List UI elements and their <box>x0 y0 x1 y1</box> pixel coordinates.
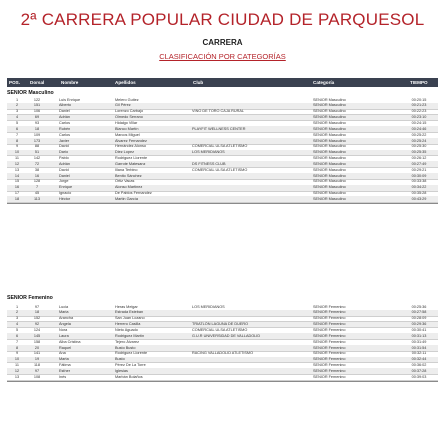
apellidos-cell: Álvarez Fernandez <box>115 138 147 143</box>
pos-cell: 16 <box>14 185 20 190</box>
header-nombre: Nombre <box>61 79 79 85</box>
page-title: 2ª CARRERA POPULAR CIUDAD DE PARQUESOL <box>20 10 425 29</box>
pos-cell: 10 <box>14 357 20 362</box>
dorsal-cell: 97 <box>34 368 40 373</box>
apellidos-cell: Diez Lopez <box>115 150 134 155</box>
table-header <box>7 78 438 87</box>
header-pos: POS. <box>9 79 20 85</box>
categoria-cell: SENIOR Femenino <box>313 316 346 321</box>
apellidos-cell: Benito Sánchez <box>115 173 142 178</box>
pos-cell: 4 <box>15 322 19 327</box>
dorsal-cell: 141 <box>33 351 41 356</box>
categoria-cell: SENIOR Masculino <box>313 115 346 120</box>
nombre-cell: Jorge <box>59 179 69 184</box>
dorsal-cell: 151 <box>33 103 41 108</box>
apellidos-cell: Martin García <box>115 197 138 202</box>
tiempo-cell: 00:24:46 <box>411 126 427 131</box>
apellidos-cell: Pérez De La Torre <box>115 363 146 368</box>
nombre-cell: Alberto <box>59 103 72 108</box>
dorsal-cell: 118 <box>33 363 41 368</box>
club-cell: VINO DE TORO CAJA RURAL <box>192 109 244 114</box>
tiempo-cell: 00:32:44 <box>411 357 427 362</box>
apellidos-cell: Illana Terbino <box>115 167 138 172</box>
tiempo-cell: 00:31:54 <box>411 345 427 350</box>
header-tiempo: TIEMPO <box>410 79 428 85</box>
apellidos-cell: Iglesias <box>115 368 128 373</box>
pos-cell: 5 <box>15 120 19 125</box>
categoria-cell: SENIOR Masculino <box>313 156 346 161</box>
pos-cell: 12 <box>14 161 20 166</box>
club-cell: RACING VALLADOLID ATLETISMO <box>192 351 254 356</box>
apellidos-cell: Blanco Martín <box>115 126 139 131</box>
section-divider <box>7 203 438 204</box>
categoria-cell: SENIOR Femenino <box>313 333 346 338</box>
categoria-cell: SENIOR Femenino <box>313 322 346 327</box>
club-cell: COMERCIAL ULSA ATLETISMO <box>192 327 248 332</box>
dorsal-cell: 38 <box>34 167 40 172</box>
club-cell: LOS MERIDIANOS <box>192 304 225 309</box>
classification-link[interactable]: CLASIFICACIÓN POR CATEGORÍAS <box>159 52 286 61</box>
categoria-cell: SENIOR Masculino <box>313 132 346 137</box>
nombre-cell: David <box>59 144 69 149</box>
apellidos-cell: Garrote Matesanz <box>115 161 146 166</box>
categoria-cell: SENIOR Femenino <box>313 339 346 344</box>
pos-cell: 9 <box>15 351 19 356</box>
nombre-cell: Alba Cristina <box>59 339 81 344</box>
nombre-cell: Carlos <box>59 132 70 137</box>
tiempo-cell: 00:29:36 <box>411 322 427 327</box>
categoria-cell: SENIOR Masculino <box>313 161 346 166</box>
header-club: Club <box>193 79 204 85</box>
nombre-cell: Dario <box>59 150 69 155</box>
tiempo-cell: 00:29:21 <box>411 167 427 172</box>
nombre-cell: Fátima <box>59 363 71 368</box>
dorsal-cell: 173 <box>33 138 41 143</box>
header-categoria: Categoría <box>313 79 335 85</box>
dorsal-cell: 69 <box>34 115 40 120</box>
tiempo-cell: 00:26:12 <box>411 156 427 161</box>
dorsal-cell: 128 <box>33 179 41 184</box>
nombre-cell: Ángela <box>59 322 71 327</box>
categoria-cell: SENIOR Masculino <box>313 138 346 143</box>
pos-cell: 1 <box>15 304 19 309</box>
dorsal-cell: 18 <box>34 126 40 131</box>
tiempo-cell: 00:24:15 <box>411 120 427 125</box>
race-subtitle: CARRERA <box>202 38 243 47</box>
nombre-cell: Nora <box>59 327 68 332</box>
tiempo-cell: 00:33:38 <box>411 179 427 184</box>
pos-cell: 7 <box>15 339 19 344</box>
nombre-cell: Maria <box>59 310 69 315</box>
pos-cell: 14 <box>14 173 20 178</box>
apellidos-cell: Melero Gutiez <box>115 97 139 102</box>
apellidos-cell: Busto Busto <box>115 345 136 350</box>
dorsal-cell: 122 <box>33 97 41 102</box>
dorsal-cell: 88 <box>34 144 40 149</box>
apellidos-cell: Olmedo Serrano <box>115 115 143 120</box>
pos-cell: 2 <box>15 310 19 315</box>
dorsal-cell: 142 <box>33 156 41 161</box>
tiempo-cell: 00:32:11 <box>411 351 427 356</box>
apellidos-cell: Rodriguez Martín <box>115 333 145 338</box>
tiempo-cell: 00:27:58 <box>411 310 427 315</box>
dorsal-cell: 92 <box>34 322 40 327</box>
nombre-cell: Carlos <box>59 120 70 125</box>
dorsal-cell: 113 <box>33 197 41 202</box>
categoria-cell: SENIOR Femenino <box>313 351 346 356</box>
apellidos-cell: Ortiz Vacas <box>115 179 135 184</box>
apellidos-cell: Gil Pérez <box>115 103 131 108</box>
apellidos-cell: De Pablos Fernandez <box>115 191 152 196</box>
tiempo-cell: 00:28:09 <box>411 316 427 321</box>
pos-cell: 13 <box>14 167 20 172</box>
apellidos-cell: Rodriguez Llorente <box>115 156 148 161</box>
categoria-cell: SENIOR Masculino <box>313 144 346 149</box>
categoria-cell: SENIOR Femenino <box>313 310 346 315</box>
pos-cell: 11 <box>15 363 19 368</box>
dorsal-cell: 106 <box>33 109 41 114</box>
categoria-cell: SENIOR Masculino <box>313 197 346 202</box>
nombre-cell: Javier <box>59 138 70 143</box>
tiempo-cell: 00:25:22 <box>411 132 427 137</box>
pos-cell: 5 <box>15 327 19 332</box>
apellidos-cell: San Juan Lozano <box>115 316 145 321</box>
pos-cell: 8 <box>15 345 19 350</box>
header-dorsal: Dorsal <box>30 79 45 85</box>
nombre-cell: David <box>59 167 69 172</box>
nombre-cell: Inés <box>59 374 67 379</box>
apellidos-cell: Herrero Casilla <box>115 322 141 327</box>
pos-cell: 17 <box>14 191 20 196</box>
categoria-cell: SENIOR Masculino <box>313 103 346 108</box>
tiempo-cell: 00:39:03 <box>411 374 427 379</box>
pos-cell: 18 <box>14 197 20 202</box>
pos-cell: 3 <box>15 109 19 114</box>
apellidos-cell: Marbán Bolaños <box>115 374 143 379</box>
nombre-cell: Adrián <box>59 115 70 120</box>
tiempo-cell: 00:31:49 <box>411 339 427 344</box>
categoria-cell: SENIOR Masculino <box>313 185 346 190</box>
nombre-cell: Arancha <box>59 316 74 321</box>
dorsal-cell: 51 <box>34 150 40 155</box>
pos-cell: 11 <box>15 156 19 161</box>
categoria-cell: SENIOR Femenino <box>313 304 346 309</box>
dorsal-cell: 19 <box>34 357 40 362</box>
apellidos-cell: Rodriguez Llorente <box>115 351 148 356</box>
pos-cell: 13 <box>14 374 20 379</box>
pos-cell: 6 <box>15 333 19 338</box>
club-cell: DS FITNESS CLUB <box>192 161 226 166</box>
categoria-cell: SENIOR Masculino <box>313 150 346 155</box>
categoria-cell: SENIOR Femenino <box>313 368 346 373</box>
categoria-cell: SENIOR Femenino <box>313 357 346 362</box>
dorsal-cell: 93 <box>34 120 40 125</box>
dorsal-cell: 45 <box>34 191 40 196</box>
section-label: SENIOR Masculino <box>7 90 54 96</box>
dorsal-cell: 109 <box>33 132 41 137</box>
club-cell: TRIATLÓN LAGUNA DE DUERO <box>192 322 249 327</box>
club-cell: PLAYFIT WELLNESS CENTER <box>192 126 246 131</box>
categoria-cell: SENIOR Masculino <box>313 120 346 125</box>
pos-cell: 9 <box>15 144 19 149</box>
categoria-cell: SENIOR Masculino <box>313 191 346 196</box>
apellidos-cell: Tejero Álvarez <box>115 339 140 344</box>
apellidos-cell: Alonso Martinez <box>115 185 143 190</box>
dorsal-cell: 158 <box>33 339 41 344</box>
nombre-cell: Adrián <box>59 161 70 166</box>
nombre-cell: Daniel <box>59 173 70 178</box>
dorsal-cell: 145 <box>33 333 41 338</box>
pos-cell: 7 <box>15 132 19 137</box>
apellidos-cell: Estrada Esteban <box>115 310 144 315</box>
dorsal-cell: 108 <box>33 374 41 379</box>
tiempo-cell: 00:25:35 <box>411 150 427 155</box>
tiempo-cell: 00:30:09 <box>411 173 427 178</box>
pos-cell: 6 <box>15 126 19 131</box>
tiempo-cell: 00:22:23 <box>411 109 427 114</box>
table-row <box>7 196 438 203</box>
pos-cell: 8 <box>15 138 19 143</box>
nombre-cell: Rubén <box>59 126 71 131</box>
nombre-cell: Marta <box>59 357 69 362</box>
nombre-cell: Pablo <box>59 156 69 161</box>
tiempo-cell: 00:34:22 <box>411 185 427 190</box>
tiempo-cell: 00:30:41 <box>411 327 427 332</box>
club-cell: COMERCIAL ULSA ATLETISMO <box>192 167 248 172</box>
apellidos-cell: Busto <box>115 357 125 362</box>
dorsal-cell: 124 <box>33 327 41 332</box>
nombre-cell: Enrique <box>59 185 73 190</box>
categoria-cell: SENIOR Femenino <box>313 327 346 332</box>
categoria-cell: SENIOR Masculino <box>313 126 346 131</box>
apellidos-cell: Hernández Alonso <box>115 144 147 149</box>
dorsal-cell: 20 <box>34 345 40 350</box>
nombre-cell: Luis Enrique <box>59 97 81 102</box>
apellidos-cell: Marcos Miguel <box>115 132 140 137</box>
nombre-cell: Raquel <box>59 345 72 350</box>
dorsal-cell: 97 <box>34 304 40 309</box>
categoria-cell: SENIOR Femenino <box>313 363 346 368</box>
nombre-cell: Héctor <box>59 197 71 202</box>
categoria-cell: SENIOR Masculino <box>313 167 346 172</box>
header-apellidos: Apellidos <box>115 79 136 85</box>
pos-cell: 3 <box>15 316 19 321</box>
nombre-cell: Laura <box>59 333 69 338</box>
apellidos-cell: Heras Melgar <box>115 304 138 309</box>
tiempo-cell: 00:25:30 <box>411 144 427 149</box>
categoria-cell: SENIOR Masculino <box>313 173 346 178</box>
dorsal-cell: 16 <box>34 173 40 178</box>
tiempo-cell: 00:35:28 <box>411 191 427 196</box>
categoria-cell: SENIOR Masculino <box>313 97 346 102</box>
tiempo-cell: 00:25:24 <box>411 138 427 143</box>
pos-cell: 12 <box>14 368 20 373</box>
table-row <box>7 374 438 381</box>
categoria-cell: SENIOR Masculino <box>313 109 346 114</box>
tiempo-cell: 00:37:28 <box>411 368 427 373</box>
tiempo-cell: 00:31:13 <box>411 333 427 338</box>
club-cell: LOS MERIDIANOS <box>192 150 225 155</box>
categoria-cell: SENIOR Femenino <box>313 345 346 350</box>
categoria-cell: SENIOR Femenino <box>313 374 346 379</box>
apellidos-cell: Hidalgo Villar <box>115 120 138 125</box>
nombre-cell: Ana <box>59 351 66 356</box>
pos-cell: 10 <box>14 150 20 155</box>
club-cell: COMERCIAL ULSA ATLETISMO <box>192 144 248 149</box>
tiempo-cell: 00:43:29 <box>411 197 427 202</box>
nombre-cell: Ignacio <box>59 191 72 196</box>
pos-cell: 15 <box>14 179 20 184</box>
apellidos-cell: Nieto Aguado <box>115 327 138 332</box>
nombre-cell: Esther <box>59 368 70 373</box>
nombre-cell: Daniel <box>59 109 70 114</box>
tiempo-cell: 00:27:49 <box>411 161 427 166</box>
pos-cell: 4 <box>15 115 19 120</box>
tiempo-cell: 00:23:10 <box>411 115 427 120</box>
tiempo-cell: 00:20:15 <box>411 97 427 102</box>
section-label: SENIOR Femenino <box>7 295 53 301</box>
dorsal-cell: 152 <box>33 316 41 321</box>
dorsal-cell: 72 <box>34 161 40 166</box>
tiempo-cell: 00:25:36 <box>411 304 427 309</box>
pos-cell: 2 <box>15 103 19 108</box>
tiempo-cell: 00:21:23 <box>411 103 427 108</box>
nombre-cell: Lucia <box>59 304 69 309</box>
apellidos-cell: Lorenzo Carbajo <box>115 109 144 114</box>
section-divider <box>7 381 438 382</box>
pos-cell: 1 <box>15 97 19 102</box>
categoria-cell: SENIOR Masculino <box>313 179 346 184</box>
club-cell: G.U.R UNIVERSIDAD DE VALLADOLID <box>192 333 261 338</box>
dorsal-cell: 18 <box>34 310 40 315</box>
dorsal-cell: 7 <box>35 185 39 190</box>
tiempo-cell: 00:36:02 <box>411 363 427 368</box>
